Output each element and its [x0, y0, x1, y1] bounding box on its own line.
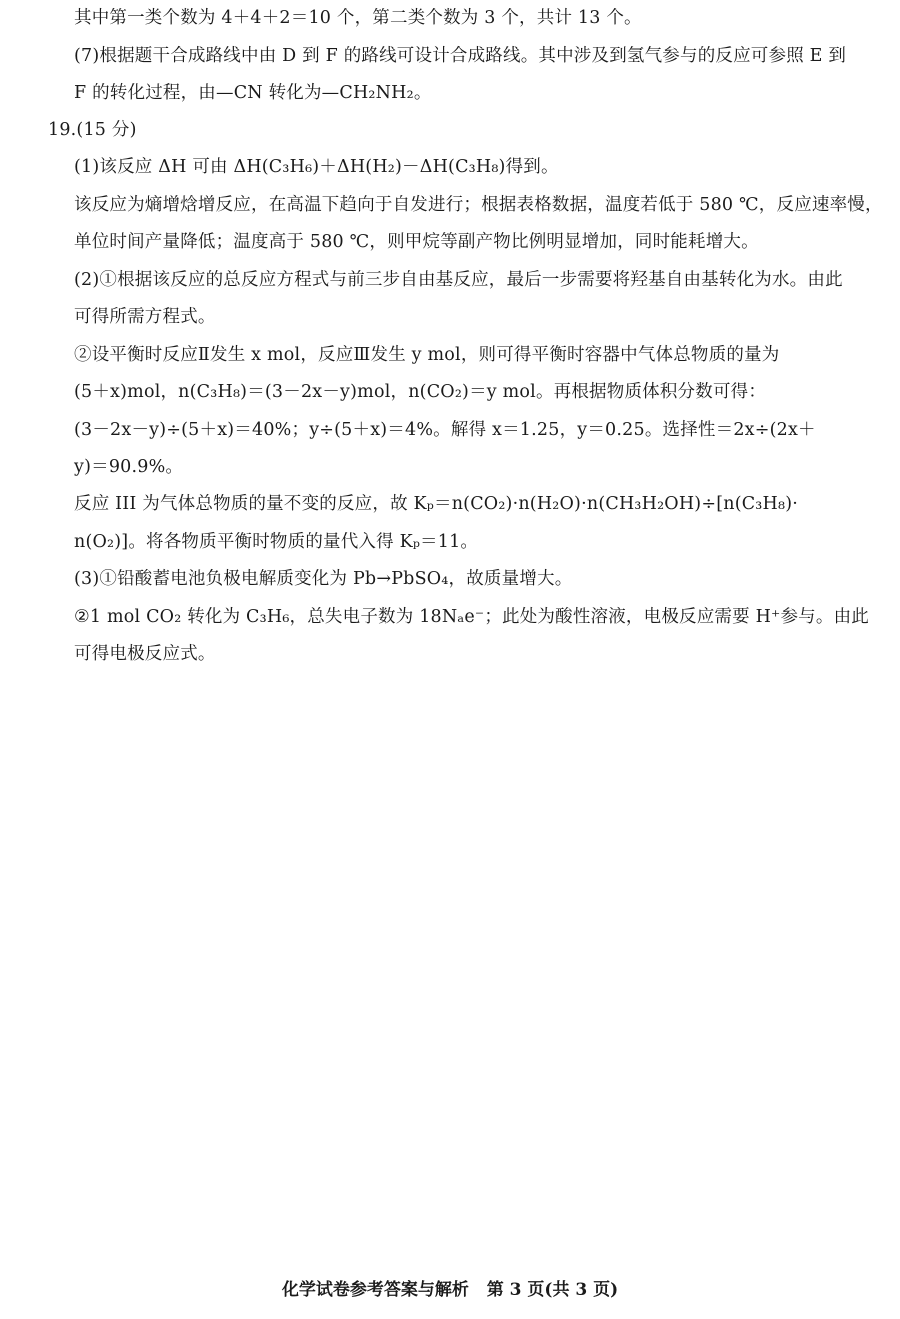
text-line: 可得电极反应式。 [74, 644, 216, 664]
text-line: ②1 mol CO₂ 转化为 C₃H₆，总失电子数为 18Nₐe⁻；此处为酸性溶液，电极反应需要 H⁺参与。由此 [74, 607, 869, 627]
page-footer [0, 1278, 900, 1302]
question-number: 19.(15 分) [48, 120, 137, 140]
text-line: (2)①根据该反应的总反应方程式与前三步自由基反应，最后一步需要将羟基自由基转化为水。由此 [74, 270, 843, 290]
text-line: (3)①铅酸蓄电池负极电解质变化为 Pb→PbSO₄，故质量增大。 [74, 569, 573, 589]
text-line: 可得所需方程式。 [74, 307, 216, 327]
text-line: F 的转化过程，由—CN 转化为—CH₂NH₂。 [74, 83, 432, 103]
text-line: 单位时间产量降低；温度高于 580 ℃，则甲烷等副产物比例明显增加，同时能耗增大。 [74, 232, 759, 252]
text-line: 其中第一类个数为 4＋4＋2＝10 个，第二类个数为 3 个，共计 13 个。 [74, 8, 642, 28]
text-line: y)＝90.9%。 [74, 457, 184, 477]
text-line: 该反应为熵增焓增反应，在高温下趋向于自发进行；根据表格数据，温度若低于 580 ℃，反应速率慢， [74, 195, 883, 215]
text-line: (7)根据题干合成路线中由 D 到 F 的路线可设计合成路线。其中涉及到氢气参与的反应可参照 E 到 [74, 46, 847, 66]
text-line: ②设平衡时反应Ⅱ发生 x mol，反应Ⅲ发生 y mol，则可得平衡时容器中气体总物质的量为 [74, 345, 780, 365]
footer-title: 化学试卷参考答案与解析 [281, 1280, 469, 1300]
text-line: (3－2x－y)÷(5＋x)＝40%；y÷(5＋x)＝4%。解得 x＝1.25，y＝0.25。选择性＝2x÷(2x＋ [74, 420, 816, 440]
text-line: n(O₂)]。将各物质平衡时物质的量代入得 Kₚ＝11。 [74, 532, 479, 552]
text-line: (1)该反应 ΔH 可由 ΔH(C₃H₆)＋ΔH(H₂)－ΔH(C₃H₈)得到。 [74, 157, 559, 177]
text-line: 反应 III 为气体总物质的量不变的反应，故 Kₚ＝n(CO₂)·n(H₂O)·n(CH₃H₂OH)÷[n(C₃H₈)· [74, 494, 798, 514]
text-line: (5＋x)mol，n(C₃H₈)＝(3－2x－y)mol，n(CO₂)＝y mol。再根据物质体积分数可得： [74, 382, 767, 402]
page-number: 第 3 页(共 3 页) [486, 1280, 619, 1300]
